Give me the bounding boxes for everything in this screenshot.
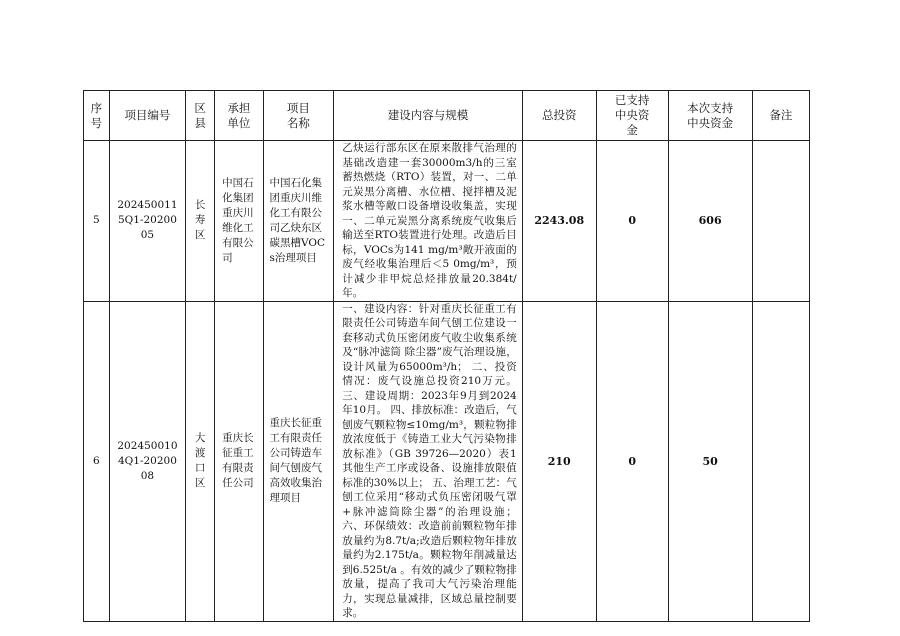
table-row (84, 301, 810, 621)
header-supported: 已支持中央资金 (596, 91, 668, 141)
header-remark: 备注 (752, 91, 809, 141)
cell-remark (752, 301, 809, 621)
cell-code: 2024500104Q1-2020008 (109, 301, 185, 621)
cell-district: 长寿区 (186, 141, 215, 302)
cell-total: 210 (522, 301, 596, 621)
cell-current: 606 (668, 141, 752, 302)
header-total: 总投资 (522, 91, 596, 141)
header-content: 建设内容与规模 (334, 91, 523, 141)
header-district: 区县 (186, 91, 215, 141)
cell-unit: 中国石化集团重庆川维化工有限公司 (215, 141, 263, 302)
cell-seq: 5 (84, 141, 110, 302)
cell-name: 重庆长征重工有限责任公司铸造车间气刨废气高效收集治理项目 (263, 301, 334, 621)
cell-unit: 重庆长征重工有限责任公司 (215, 301, 263, 621)
header-row (84, 91, 810, 141)
cell-supported: 0 (596, 141, 668, 302)
header-current: 本次支持中央资金 (668, 91, 752, 141)
cell-current: 50 (668, 301, 752, 621)
cell-content: 乙炔运行部东区在原来散排气治理的基础改造建一套30000m3/h的三室蓄热燃烧（RTO）装置，对一、二单元炭黑分离槽、水位槽、搅拌槽及泥浆水槽等敞口设备增设收集盖，实现一、二单元炭黑分离系统废气收集后输送至RTO装置进行处理。改造后目标，VOCs为141 mg/m³敞开液面的废气经收集治理后＜5 0mg/m³，预计减少非甲烷总烃排放量20.384t/年。 (334, 141, 523, 302)
cell-code: 2024500115Q1-2020005 (109, 141, 185, 302)
header-code: 项目编号 (109, 91, 185, 141)
cell-supported: 0 (596, 301, 668, 621)
cell-remark (752, 141, 809, 302)
project-table (83, 90, 810, 622)
cell-seq: 6 (84, 301, 110, 621)
cell-total: 2243.08 (522, 141, 596, 302)
header-unit: 承担单位 (215, 91, 263, 141)
cell-district: 大渡口区 (186, 301, 215, 621)
header-name: 项目名称 (263, 91, 334, 141)
cell-name: 中国石化集团重庆川维化工有限公司乙炔东区碳黑槽VOCs治理项目 (263, 141, 334, 302)
header-seq: 序号 (84, 91, 110, 141)
cell-content: 一、建设内容：针对重庆长征重工有限责任公司铸造车间气刨工位建设一套移动式负压密闭废气收尘收集系统及“脉冲滤筒 除尘器”废气治理设施，设计风量为65000m³/h； 二、投资情况：废气设施总投资210万元。 三、建设周期：2023年9月到2024年10月。 四、排放标准：改造后，气刨废气颗粒物≤10mg/m³，颗粒物排放浓度低于《铸造工业大气污染物排放标准》（GB 39726—2020）表1其他生产工序或设备、设施排放限值标准的30%以上； 五、治理工艺：气刨工位采用“移动式负压密闭吸气罩+脉冲滤筒除尘器”的治理设施； 六、环保绩效：改造前前颗粒物年排放量约为8.7t/a;改造后颗粒物年排放量约为2.175t/a。颗粒物年削减量达到6.525t/a 。有效的减少了颗粒物排放量，提高了我司大气污染治理能力，实现总量减排，区域总量控制要求。 (334, 301, 523, 621)
table-row (84, 141, 810, 302)
